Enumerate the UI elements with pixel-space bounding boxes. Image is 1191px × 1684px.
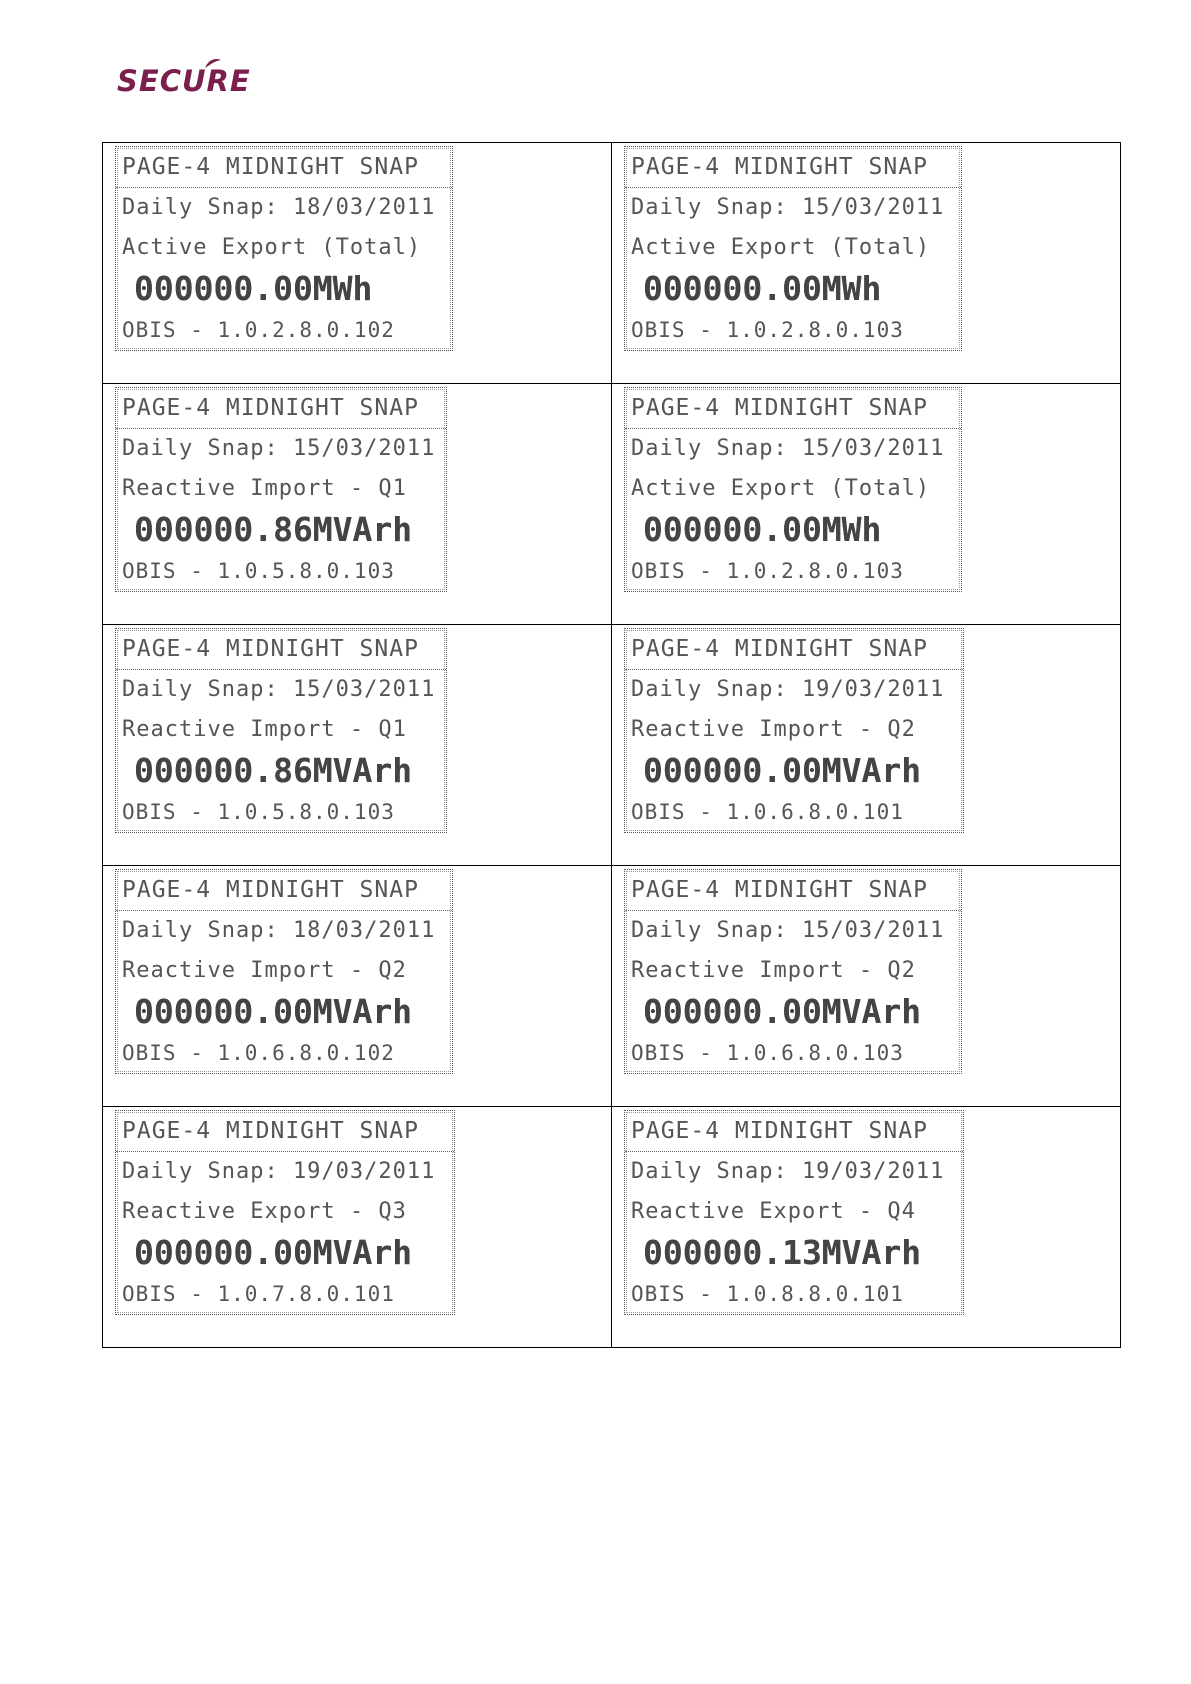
lcd-screen — [624, 628, 964, 833]
table-cell — [612, 143, 1121, 384]
lcd-value: 000000.86MVArh — [134, 751, 413, 790]
lcd-screen — [624, 869, 962, 1074]
lcd-date-line: Daily Snap: 15/03/2011 — [122, 436, 436, 461]
lcd-date-line: Daily Snap: 15/03/2011 — [631, 195, 945, 220]
lcd-obis-code: OBIS - 1.0.6.8.0.102 — [122, 1041, 395, 1065]
lcd-header: PAGE-4 MIDNIGHT SNAP — [116, 870, 452, 911]
lcd-header: PAGE-4 MIDNIGHT SNAP — [116, 388, 446, 429]
lcd-quantity: Active Export (Total) — [631, 235, 931, 260]
table-row — [103, 1107, 1121, 1348]
lcd-screen — [115, 387, 447, 592]
lcd-obis-code: OBIS - 1.0.5.8.0.103 — [122, 800, 395, 824]
lcd-obis-code: OBIS - 1.0.6.8.0.101 — [631, 800, 904, 824]
lcd-value: 000000.00MVArh — [643, 751, 922, 790]
table-row — [103, 866, 1121, 1107]
lcd-value: 000000.00MVArh — [134, 992, 413, 1031]
lcd-screen — [624, 387, 962, 592]
lcd-date-line: Daily Snap: 15/03/2011 — [122, 677, 436, 702]
table-cell — [103, 143, 612, 384]
table-cell — [103, 866, 612, 1107]
lcd-header: PAGE-4 MIDNIGHT SNAP — [625, 870, 961, 911]
lcd-date-line: Daily Snap: 19/03/2011 — [122, 1159, 436, 1184]
lcd-date-line: Daily Snap: 15/03/2011 — [631, 918, 945, 943]
lcd-date-line: Daily Snap: 19/03/2011 — [631, 1159, 945, 1184]
lcd-obis-code: OBIS - 1.0.8.8.0.101 — [631, 1282, 904, 1306]
lcd-quantity: Reactive Import - Q2 — [631, 958, 916, 983]
lcd-header: PAGE-4 MIDNIGHT SNAP — [625, 1111, 963, 1152]
brand-logo: SECURE — [117, 64, 251, 98]
lcd-screen — [624, 146, 962, 351]
table-row — [103, 384, 1121, 625]
lcd-value: 000000.00MWh — [134, 269, 373, 308]
lcd-screen — [115, 146, 453, 351]
lcd-screen — [624, 1110, 964, 1315]
lcd-obis-code: OBIS - 1.0.6.8.0.103 — [631, 1041, 904, 1065]
lcd-date-line: Daily Snap: 19/03/2011 — [631, 677, 945, 702]
table-cell — [103, 625, 612, 866]
lcd-quantity: Reactive Import - Q2 — [122, 958, 407, 983]
lcd-quantity: Reactive Import - Q1 — [122, 717, 407, 742]
lcd-obis-code: OBIS - 1.0.2.8.0.102 — [122, 318, 395, 342]
lcd-obis-code: OBIS - 1.0.2.8.0.103 — [631, 559, 904, 583]
lcd-value: 000000.00MWh — [643, 269, 882, 308]
lcd-obis-code: OBIS - 1.0.7.8.0.101 — [122, 1282, 395, 1306]
lcd-header: PAGE-4 MIDNIGHT SNAP — [116, 629, 446, 670]
lcd-quantity: Reactive Import - Q1 — [122, 476, 407, 501]
table-cell — [103, 1107, 612, 1348]
lcd-header: PAGE-4 MIDNIGHT SNAP — [625, 147, 961, 188]
table-cell — [103, 384, 612, 625]
lcd-quantity: Reactive Export - Q3 — [122, 1199, 407, 1224]
lcd-obis-code: OBIS - 1.0.5.8.0.103 — [122, 559, 395, 583]
table-cell — [612, 625, 1121, 866]
lcd-value: 000000.86MVArh — [134, 510, 413, 549]
lcd-header: PAGE-4 MIDNIGHT SNAP — [116, 1111, 454, 1152]
lcd-date-line: Daily Snap: 18/03/2011 — [122, 918, 436, 943]
table-row — [103, 143, 1121, 384]
table-cell — [612, 1107, 1121, 1348]
lcd-quantity: Reactive Export - Q4 — [631, 1199, 916, 1224]
lcd-value: 000000.00MVArh — [643, 992, 922, 1031]
lcd-screen — [115, 1110, 455, 1315]
lcd-screen — [115, 628, 447, 833]
lcd-display-table — [102, 142, 1121, 1348]
lcd-value: 000000.00MVArh — [134, 1233, 413, 1272]
lcd-screen — [115, 869, 453, 1074]
lcd-header: PAGE-4 MIDNIGHT SNAP — [625, 388, 961, 429]
lcd-value: 000000.13MVArh — [643, 1233, 922, 1272]
lcd-header: PAGE-4 MIDNIGHT SNAP — [625, 629, 963, 670]
lcd-obis-code: OBIS - 1.0.2.8.0.103 — [631, 318, 904, 342]
lcd-header: PAGE-4 MIDNIGHT SNAP — [116, 147, 452, 188]
lcd-value: 000000.00MWh — [643, 510, 882, 549]
table-row — [103, 625, 1121, 866]
table-cell — [612, 384, 1121, 625]
logo-leaf-icon — [203, 56, 223, 70]
lcd-date-line: Daily Snap: 15/03/2011 — [631, 436, 945, 461]
lcd-quantity: Active Export (Total) — [122, 235, 422, 260]
table-cell — [612, 866, 1121, 1107]
lcd-date-line: Daily Snap: 18/03/2011 — [122, 195, 436, 220]
lcd-quantity: Active Export (Total) — [631, 476, 931, 501]
lcd-quantity: Reactive Import - Q2 — [631, 717, 916, 742]
